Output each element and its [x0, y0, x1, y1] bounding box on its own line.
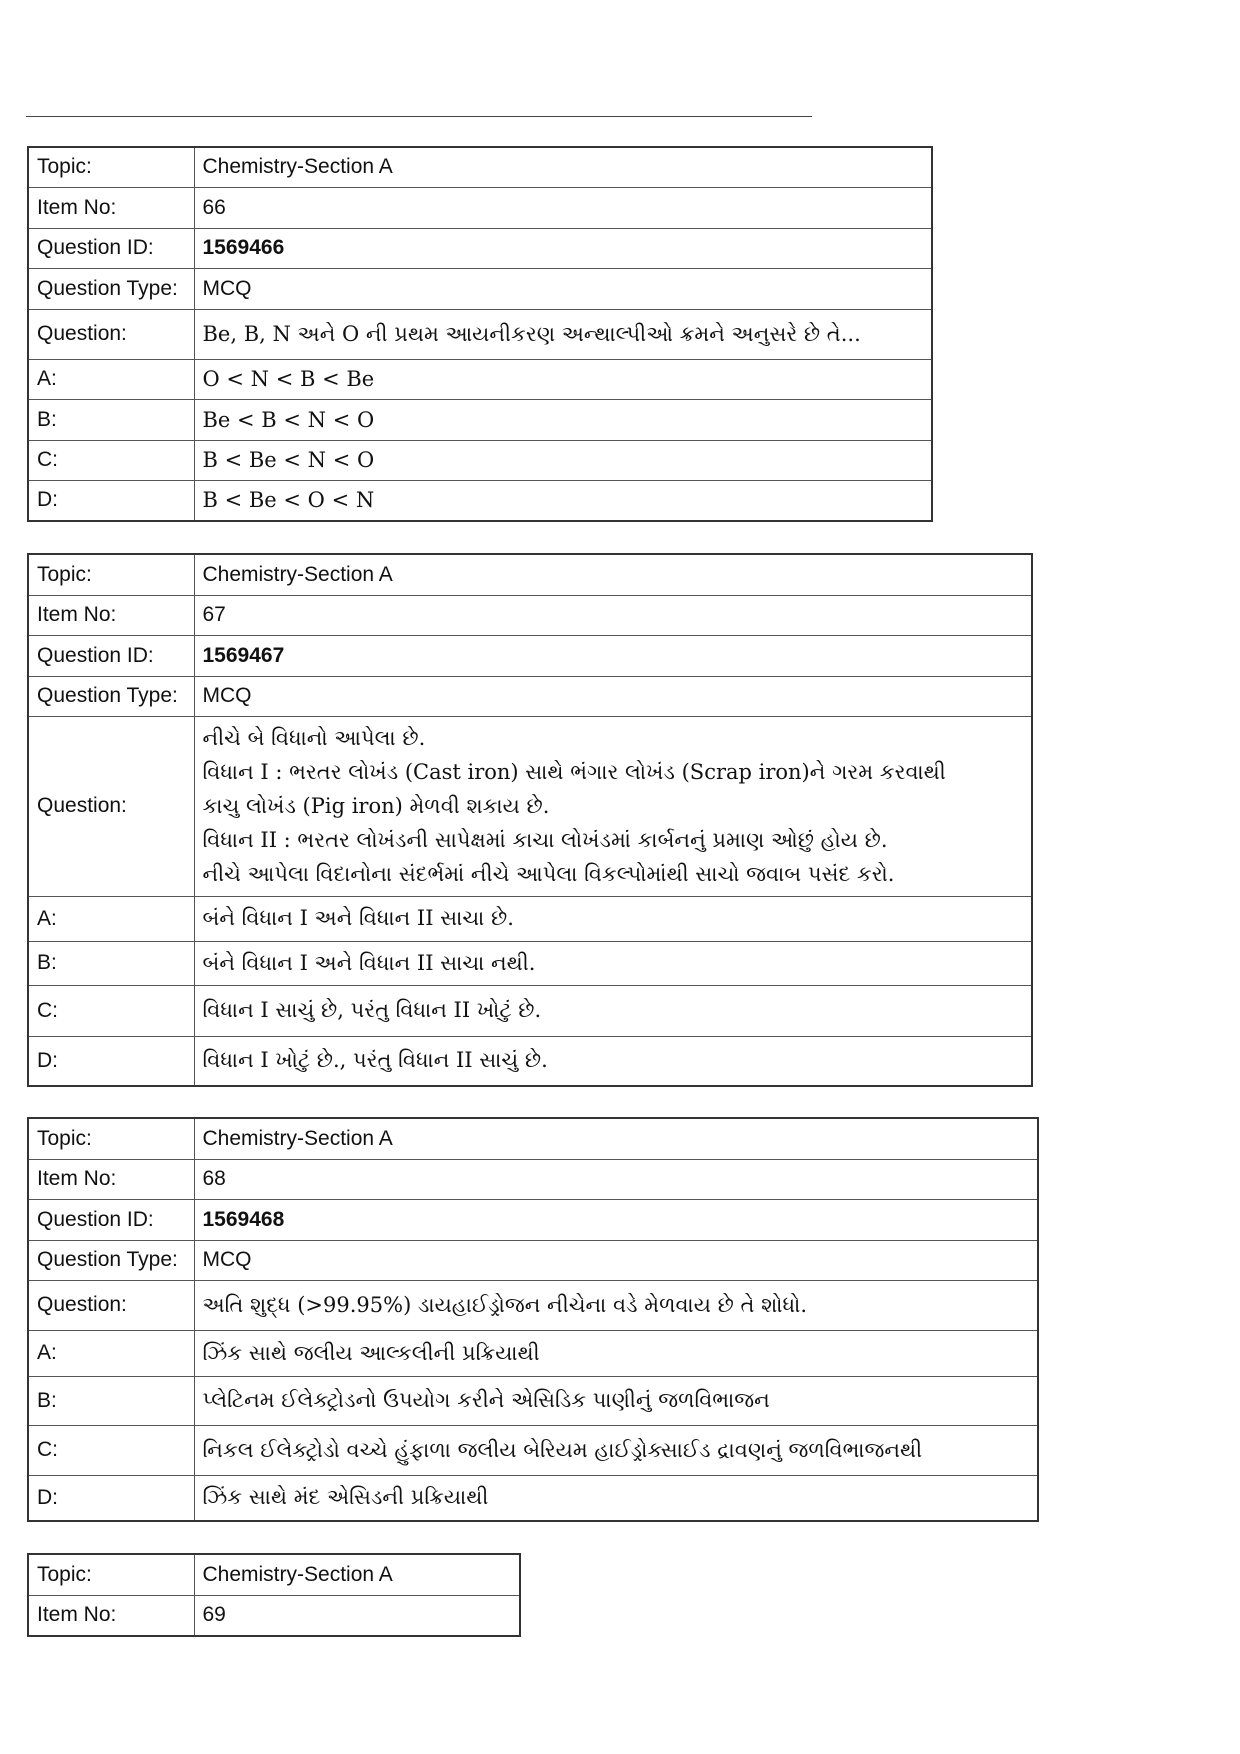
- option-d-text: B < Be < O < N: [194, 480, 932, 521]
- question-line: નીચે આપેલા વિદાનોના સંદર્ભમાં નીચે આપેલા વિકલ્પોમાંથી સાચો જવાબ પસંદ કરો.: [202, 862, 895, 886]
- header-rule: [26, 116, 812, 117]
- item-no-label: Item No:: [28, 187, 194, 228]
- topic-value: Chemistry-Section A: [194, 1118, 1038, 1159]
- question-row: [28, 309, 932, 359]
- question-table-68: [27, 1117, 1039, 1522]
- question-id-value: 1569468: [194, 1199, 1038, 1240]
- option-a-row: [28, 359, 932, 399]
- option-c-label: C:: [28, 440, 194, 480]
- question-line: વિધાન II : ભરતર લોખંડની સાપેક્ષમાં કાચા લોખંડમાં કાર્બનનું પ્રમાણ ઓછું હોય છે.: [202, 828, 888, 852]
- question-type-value: MCQ: [194, 676, 1032, 716]
- option-c-label: C:: [28, 985, 194, 1036]
- question-id-label: Question ID:: [28, 635, 194, 676]
- option-a-label: A:: [28, 896, 194, 941]
- question-table-69: [27, 1553, 521, 1637]
- option-c-row: [28, 1425, 1038, 1475]
- question-type-row: [28, 268, 932, 309]
- topic-row: [28, 1554, 520, 1595]
- topic-label: Topic:: [28, 554, 194, 595]
- option-c-text: B < Be < N < O: [194, 440, 932, 480]
- question-row: [28, 1280, 1038, 1330]
- question-id-value: 1569466: [194, 228, 932, 268]
- option-a-text: ઝિંક સાથે જલીય આલ્કલીની પ્રક્રિયાથી: [194, 1330, 1038, 1376]
- option-c-row: [28, 440, 932, 480]
- item-no-row: [28, 1595, 520, 1636]
- topic-row: [28, 1118, 1038, 1159]
- topic-value: Chemistry-Section A: [194, 554, 1032, 595]
- option-a-label: A:: [28, 359, 194, 399]
- question-id-label: Question ID:: [28, 228, 194, 268]
- question-id-label: Question ID:: [28, 1199, 194, 1240]
- question-id-row: [28, 228, 932, 268]
- item-no-row: [28, 595, 1032, 635]
- option-c-label: C:: [28, 1425, 194, 1475]
- option-a-label: A:: [28, 1330, 194, 1376]
- option-b-label: B:: [28, 399, 194, 440]
- question-id-row: [28, 1199, 1038, 1240]
- option-a-row: [28, 1330, 1038, 1376]
- topic-label: Topic:: [28, 147, 194, 187]
- option-b-text: બંને વિધાન I અને વિધાન II સાચા નથી.: [194, 941, 1032, 985]
- question-id-row: [28, 635, 1032, 676]
- option-b-row: [28, 941, 1032, 985]
- question-type-row: [28, 676, 1032, 716]
- question-line: નીચે બે વિધાનો આપેલા છે.: [202, 726, 426, 750]
- question-row: [28, 716, 1032, 896]
- option-d-text: ઝિંક સાથે મંદ એસિડની પ્રક્રિયાથી: [194, 1475, 1038, 1521]
- item-no-label: Item No:: [28, 1595, 194, 1636]
- item-no-label: Item No:: [28, 1159, 194, 1199]
- question-id-value: 1569467: [194, 635, 1032, 676]
- topic-label: Topic:: [28, 1118, 194, 1159]
- topic-label: Topic:: [28, 1554, 194, 1595]
- option-d-row: [28, 480, 932, 521]
- question-type-label: Question Type:: [28, 676, 194, 716]
- option-d-label: D:: [28, 1036, 194, 1086]
- item-no-value: 69: [194, 1595, 520, 1636]
- question-line: કાચુ લોખંડ (Pig iron) મેળવી શકાય છે.: [202, 794, 550, 818]
- question-table-67: [27, 553, 1033, 1087]
- option-d-row: [28, 1475, 1038, 1521]
- option-b-label: B:: [28, 941, 194, 985]
- option-d-label: D:: [28, 480, 194, 521]
- option-a-text: O < N < B < Be: [194, 359, 932, 399]
- option-a-row: [28, 896, 1032, 941]
- item-no-value: 68: [194, 1159, 1038, 1199]
- option-c-text: નિકલ ઈલેક્ટ્રોડો વચ્ચે હુંફાળા જલીય બેરિયમ હાઈડ્રોક્સાઈડ દ્રાવણનું જળવિભાજનથી: [194, 1425, 1038, 1475]
- question-table-66: [27, 146, 933, 522]
- question-line: વિધાન I : ભરતર લોખંડ (Cast iron) સાથે ભંગાર લોખંડ (Scrap iron)ને ગરમ કરવાથી: [202, 760, 946, 784]
- option-d-text: વિધાન I ખોટું છે., પરંતુ વિધાન II સાચું છે.: [194, 1036, 1032, 1086]
- item-no-label: Item No:: [28, 595, 194, 635]
- question-text: Be, B, N અને O ની પ્રથમ આયનીકરણ અન્થાલ્પીઓ ક્રમને અનુસરે છે તે...: [194, 309, 932, 359]
- option-b-text: પ્લેટિનમ ઈલેક્ટ્રોડનો ઉપયોગ કરીને એસિડિક પાણીનું જળવિભાજન: [194, 1376, 1038, 1425]
- question-type-label: Question Type:: [28, 268, 194, 309]
- option-b-row: [28, 399, 932, 440]
- question-text: અતિ શુદ્ધ (>99.95%) ડાયહાઈડ્રોજન નીચેના વડે મેળવાય છે તે શોધો.: [194, 1280, 1038, 1330]
- topic-row: [28, 147, 932, 187]
- option-d-row: [28, 1036, 1032, 1086]
- question-label: Question:: [28, 716, 194, 896]
- item-no-value: 67: [194, 595, 1032, 635]
- item-no-value: 66: [194, 187, 932, 228]
- item-no-row: [28, 1159, 1038, 1199]
- question-text: [194, 716, 1032, 896]
- option-c-text: વિધાન I સાચું છે, પરંતુ વિધાન II ખોટું છે.: [194, 985, 1032, 1036]
- option-b-row: [28, 1376, 1038, 1425]
- question-type-value: MCQ: [194, 268, 932, 309]
- option-b-text: Be < B < N < O: [194, 399, 932, 440]
- option-d-label: D:: [28, 1475, 194, 1521]
- topic-value: Chemistry-Section A: [194, 147, 932, 187]
- option-b-label: B:: [28, 1376, 194, 1425]
- topic-row: [28, 554, 1032, 595]
- topic-value: Chemistry-Section A: [194, 1554, 520, 1595]
- question-type-label: Question Type:: [28, 1240, 194, 1280]
- option-a-text: બંને વિધાન I અને વિધાન II સાચા છે.: [194, 896, 1032, 941]
- question-type-row: [28, 1240, 1038, 1280]
- question-type-value: MCQ: [194, 1240, 1038, 1280]
- question-label: Question:: [28, 1280, 194, 1330]
- option-c-row: [28, 985, 1032, 1036]
- item-no-row: [28, 187, 932, 228]
- question-label: Question:: [28, 309, 194, 359]
